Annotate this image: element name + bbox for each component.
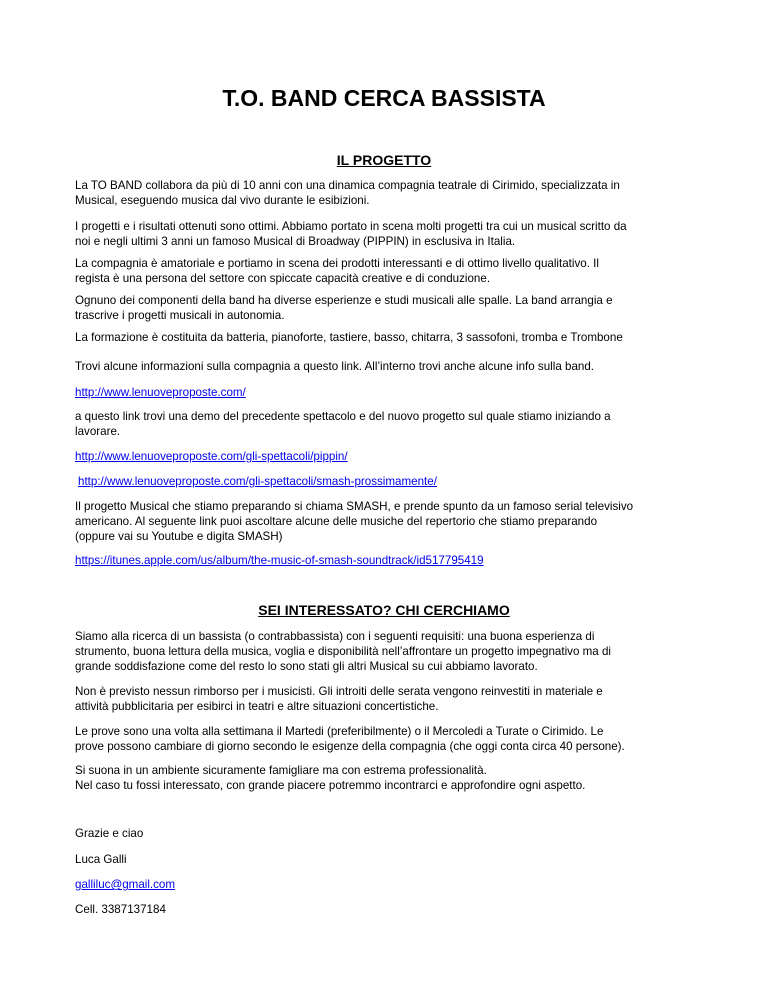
link-smash: [78, 474, 703, 489]
signature-name: Luca Galli: [75, 853, 127, 866]
section-heading-progetto: IL PROGETTO: [336, 152, 432, 168]
paragraph: [75, 178, 700, 208]
email-line: [75, 877, 700, 892]
text-line: Ognuno dei componenti della band ha diverse esperienze e studi musicali alle spalle. La band arrangia e: [75, 294, 613, 307]
paragraph: [75, 684, 700, 714]
paragraph: [75, 293, 700, 323]
link[interactable]: http://www.lenuoveproposte.com/gli-spettacoli/pippin/: [75, 450, 348, 463]
closing-greeting: Grazie e ciao: [75, 827, 144, 840]
paragraph: [75, 629, 700, 674]
text-line: regista è una persona del settore con spiccate capacità creative e di conduzione.: [75, 272, 491, 285]
text-line: (oppure vai su Youtube e digita SMASH): [75, 530, 283, 543]
link-lenuoveproposte: [75, 385, 700, 400]
text-line: lavorare.: [75, 425, 121, 438]
link[interactable]: http://www.lenuoveproposte.com/gli-spettacoli/smash-prossimamente/: [78, 475, 437, 488]
text-line: Il progetto Musical che stiamo preparando si chiama SMASH, e prende spunto da un famoso serial televisivo: [75, 500, 634, 513]
paragraph: [75, 763, 700, 793]
text-line: Nel caso tu fossi interessato, con grande piacere potremmo incontrarci e approfondire ogni aspetto.: [75, 779, 586, 792]
text-line: americano. Al seguente link puoi ascoltare alcune delle musiche del repertorio che stiamo preparando: [75, 515, 598, 528]
paragraph: Trovi alcune informazioni sulla compagnia a questo link. All’interno trovi anche alcune info sulla band.: [75, 360, 595, 373]
paragraph: [75, 724, 700, 754]
link[interactable]: http://www.lenuoveproposte.com/: [75, 386, 246, 399]
text-line: La TO BAND collabora da più di 10 anni con una dinamica compagnia teatrale di Cirimido, specializzata in: [75, 179, 620, 192]
text-line: trascrive i progetti musicali in autonomia.: [75, 309, 285, 322]
link-pippin: [75, 449, 700, 464]
link[interactable]: https://itunes.apple.com/us/album/the-music-of-smash-soundtrack/id517795419: [75, 554, 484, 567]
section-heading-interessato: SEI INTERESSATO? CHI CERCHIAMO: [258, 602, 510, 618]
text-line: grande soddisfazione come del resto lo sono stati gli altri Musical su cui abbiamo lavorato.: [75, 660, 538, 673]
paragraph: [75, 256, 700, 286]
text-line: attività pubblicitaria per esibirci in teatri e altre situazioni concertistiche.: [75, 700, 439, 713]
text-line: Siamo alla ricerca di un bassista (o contrabbassista) con i seguenti requisiti: una buona esperienza di: [75, 630, 595, 643]
text-line: strumento, buona lettura della musica, voglia e disponibilità nell’affrontare un progetto impegnativo ma di: [75, 645, 611, 658]
text-line: La compagnia è amatoriale e portiamo in scena dei prodotti interessanti e di ottimo livello qualitativo. Il: [75, 257, 599, 270]
paragraph: [75, 499, 700, 544]
paragraph: La formazione è costituita da batteria, pianoforte, tastiere, basso, chitarra, 3 sassofoni, tromba e Trombone: [75, 331, 623, 344]
text-line: Le prove sono una volta alla settimana il Martedi (preferibilmente) o il Mercoledi a Turate o Cirimido. Le: [75, 725, 604, 738]
link-itunes: [75, 553, 700, 568]
text-line: Si suona in un ambiente sicuramente famigliare ma con estrema professionalità.: [75, 764, 487, 777]
paragraph: [75, 409, 700, 439]
phone-number: Cell. 3387137184: [75, 903, 166, 916]
text-line: a questo link trovi una demo del precedente spettacolo e del nuovo progetto sul quale stiamo iniziando a: [75, 410, 611, 423]
email-link[interactable]: galliluc@gmail.com: [75, 878, 176, 891]
text-line: noi e negli ultimi 3 anni un famoso Musical di Broadway (PIPPIN) in esclusiva in Italia.: [75, 235, 516, 248]
text-line: prove possono cambiare di giorno secondo le esigenze della compagnia (che oggi conta circa 40 persone).: [75, 740, 625, 753]
paragraph: [75, 219, 700, 249]
text-line: Musical, eseguendo musica dal vivo durante le esibizioni.: [75, 194, 370, 207]
page-title: T.O. BAND CERCA BASSISTA: [222, 85, 546, 111]
text-line: Non è previsto nessun rimborso per i musicisti. Gli introiti delle serata vengono reinvestiti in materiale e: [75, 685, 603, 698]
text-line: I progetti e i risultati ottenuti sono ottimi. Abbiamo portato in scena molti progetti tra cui un musical scritto da: [75, 220, 627, 233]
